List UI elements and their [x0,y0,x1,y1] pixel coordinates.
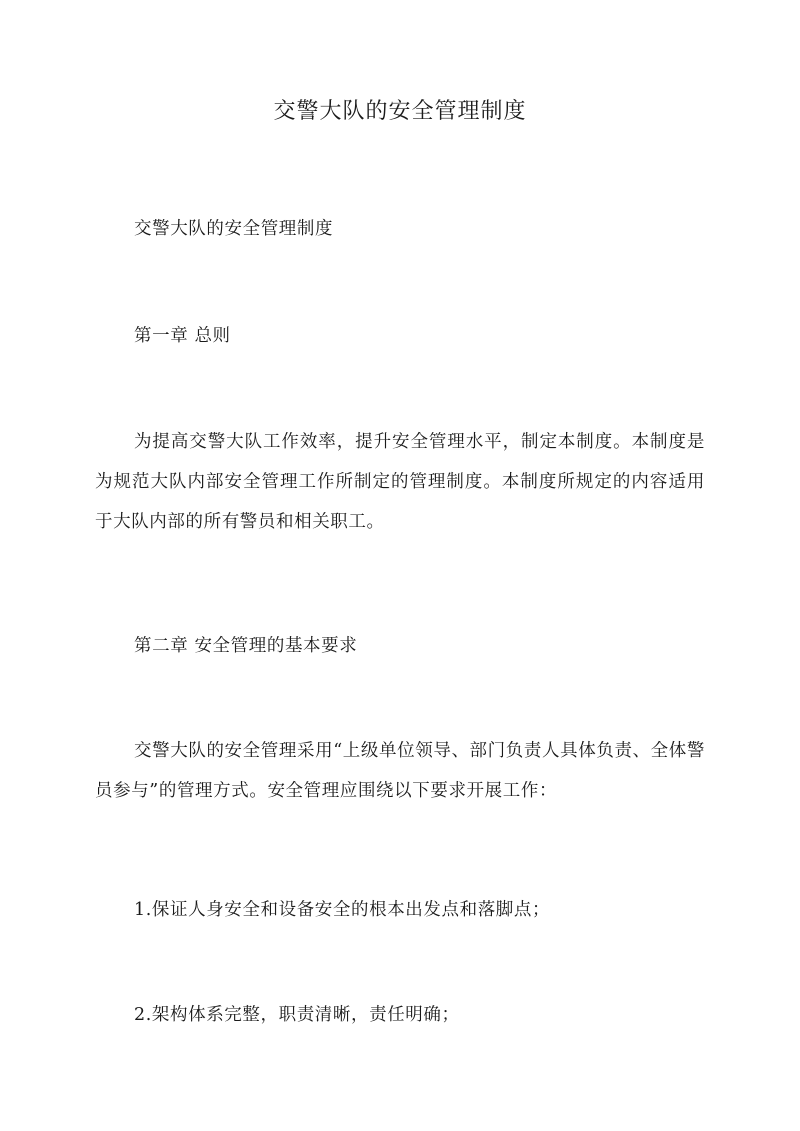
chapter-1-heading: 第一章 总则 [134,326,231,346]
subtitle-paragraph: 交警大队的安全管理制度 [134,219,334,239]
requirement-item-1: 1.保证人身安全和设备安全的根本出发点和落脚点； [134,900,551,920]
management-approach-paragraph: 交警大队的安全管理采用“上级单位领导、部门负责人具体负责、全体警员参与”的管理方式。安全管理应围绕以下要求开展工作： [95,741,705,801]
chapter-2-heading: 第二章 安全管理的基本要求 [134,636,358,656]
general-provisions-paragraph: 为提高交警大队工作效率，提升安全管理水平，制定本制度。本制度是为规范大队内部安全管理工作所制定的管理制度。本制度所规定的内容适用于大队内部的所有警员和相关职工。 [95,432,705,532]
requirement-item-2: 2.架构体系完整，职责清晰，责任明确； [134,1005,460,1025]
document-title: 交警大队的安全管理制度 [273,99,527,124]
